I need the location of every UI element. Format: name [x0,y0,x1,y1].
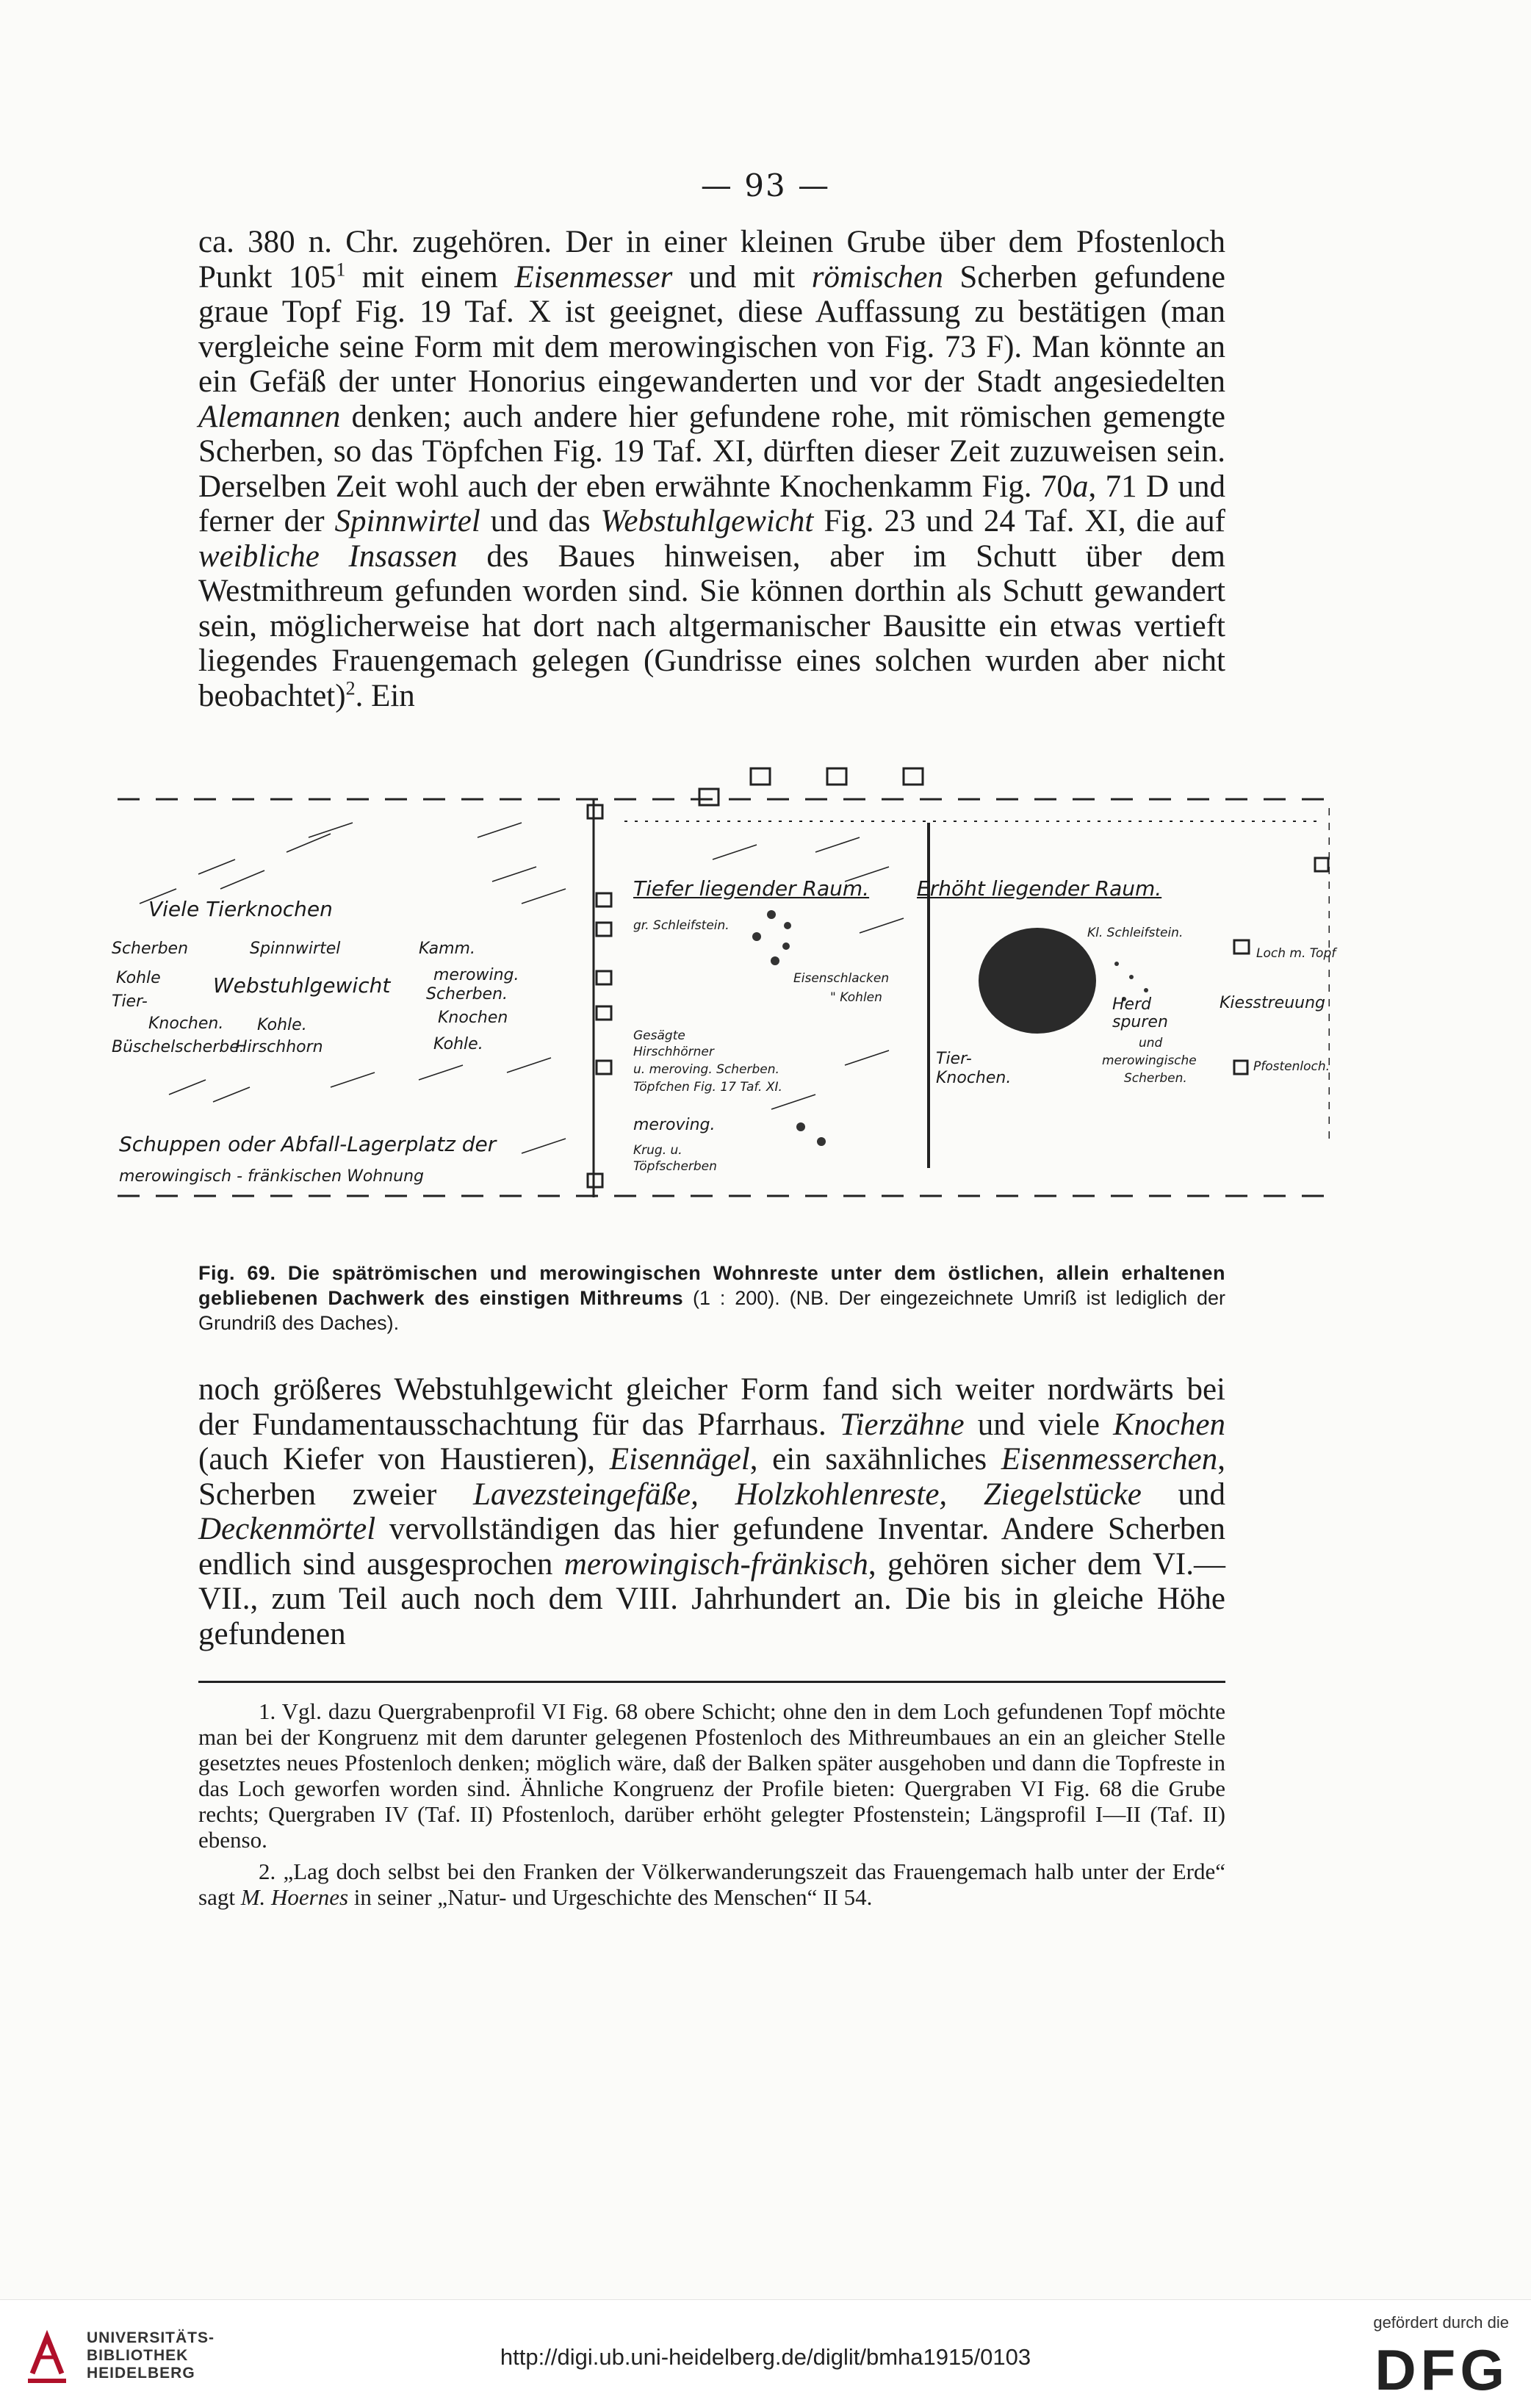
label-webstuhlgewicht: Webstuhlgewicht [213,973,391,998]
footnote-2 [198,1859,1225,1910]
label-bueschelscherbe: Büschelscherbe. [112,1038,245,1056]
label-meroving-scherben: u. meroving. Scherben. [633,1062,779,1077]
text-run: und mit [672,259,812,295]
label-loch-topf: Loch m. Topf [1256,946,1336,961]
university-name-line: HEIDELBERG [87,2365,195,2382]
text-run: des Baues hinweisen, aber im Schutt über dem Westmithreum gefunden worden sind. Sie können dorthin als Schutt gewandert sein, möglicherweise hat dort nach altgermanischer Bausitte ein etwas vertieft liegendes Frauengemach gelegen (Gundrisse eines solchen wurden aber nicht beobachtet) [198,538,1225,713]
post-hole [597,1061,611,1074]
label-kohle-2: Kohle. [257,1016,307,1034]
emphasis: römischen [811,259,943,295]
footnote-ref[interactable]: 2 [345,677,356,699]
emphasis: merowingisch-fränkisch [563,1546,868,1582]
label-kiesstreuung: Kiesstreuung [1220,994,1325,1012]
post-hole [597,893,611,906]
label-krug: Krug. u. [633,1143,682,1158]
text-run: , 71 D und ferner der [198,469,1225,538]
post-hole [597,923,611,936]
document-url-link[interactable]: http://digi.ub.uni-heidelberg.de/diglit/bmha1915/0103 [500,2344,1031,2370]
figure-caption [198,1261,1225,1335]
emphasis: Knochen [1113,1407,1225,1442]
emphasis: a [1072,469,1089,504]
label-hirschhoerner: Hirschhörner [633,1045,714,1059]
label-und: und [1139,1036,1163,1050]
label-tier-2: Tier- [936,1050,972,1068]
body-text-top [198,225,1225,713]
emphasis: Deckenmörtel [198,1512,376,1546]
text-run: Fig. 23 und 24 Taf. XI, die auf [813,504,1225,538]
emphasis: weibliche Insassen [198,538,458,574]
finds-dots [752,910,1148,1146]
dfg-logo[interactable]: DFG [1375,2337,1509,2402]
text-run: und das [480,504,601,538]
label-spuren: spuren [1112,1013,1168,1031]
funded-by-text: gefördert durch die [1373,2313,1509,2332]
label-scherben-2: Scherben. [426,985,508,1003]
text-run: 2. „Lag doch selbst bei den Franken der Völkerwanderungszeit das Frauengemach halb unter der Erde“ sagt [198,1859,1225,1910]
post-hole [597,1006,611,1020]
label-schuppen: Schuppen oder Abfall-Lagerplatz der [119,1132,497,1156]
post-hole [1234,940,1249,954]
label-erhoeht-raum: Erhöht liegender Raum. [917,876,1162,901]
label-tiefer-raum: Tiefer liegender Raum. [633,876,870,901]
label-scherben-3: Scherben. [1124,1071,1187,1086]
label-eisenschlacken: Eisenschlacken [793,971,890,986]
label-pfostenloch: Pfostenloch. [1253,1059,1330,1074]
text-run: und [1141,1477,1225,1512]
post-hole [1315,858,1328,871]
label-spinnwirtel: Spinnwirtel [250,940,341,958]
text-run: , Scherben zweier [198,1442,1225,1512]
post-hole [588,1174,602,1187]
emphasis: M. Hoernes [240,1884,349,1910]
emphasis: Eisenmesser [514,259,673,295]
label-herd: Herd [1112,995,1152,1014]
label-hirschhorn: Hirschhorn [235,1038,323,1056]
caption-title: Fig. 69. Die spätrömischen und merowingischen Wohnreste unter dem östlichen, allein erhaltenen gebliebenen Dachwerk des einstigen Mithreums [198,1262,1225,1309]
text-run: , ein saxähnliches [749,1442,1001,1477]
post-hole [597,971,611,984]
emphasis: Eisenmesserchen [1001,1442,1218,1477]
text-run: und viele [964,1407,1114,1442]
emphasis: Webstuhlgewicht [600,504,814,538]
label-merowing: merowing. [433,966,519,984]
label-gesaegte: Gesägte [633,1028,685,1043]
emphasis: Spinnwirtel [334,504,480,538]
university-name-line: UNIVERSITÄTS- [87,2329,215,2346]
text-run: vervollständigen das hier gefundene Inventar. Andere Scherben endlich sind ausgesprochen [198,1512,1225,1582]
label-tier: Tier- [112,992,148,1011]
label-merowingische: merowingische [1102,1053,1197,1068]
paragraph [198,1372,1225,1651]
post-hole [827,768,846,785]
caption-note: (1 : 200). (NB. Der eingezeichnete Umriß ist lediglich der Grundriß des Daches). [198,1287,1225,1334]
hearth-spot [979,928,1096,1034]
emphasis: Tierzähne [839,1407,965,1442]
label-schleifstein: gr. Schleifstein. [633,918,730,933]
label-viele-tierknochen: Viele Tierknochen [148,897,333,921]
label-kohle-3: Kohle. [433,1035,483,1053]
label-knochen-3: Knochen. [936,1069,1012,1087]
text-run: mit einem [345,259,515,295]
post-hole [904,768,923,785]
emphasis: Eisennägel [609,1442,750,1477]
footnote-ref[interactable]: 1 [336,259,346,281]
text-run: denken; auch andere hier gefundene rohe, mit römischen gemengte Scherben, so das Töpfchen Fig. 19 Taf. XI, dürften dieser Zeit zuzuweisen sein. Derselben Zeit wohl auch der eben erwähnte Knochenkamm Fig. 70 [198,399,1225,504]
text-run: Scherben gefundene graue Topf Fig. 19 Taf. X ist geeignet, diese Auffassung zu bestätigen (man vergleiche seine Form mit dem merowingischen von Fig. 73 F). Man könnte an ein Gefäß der unter Honorius eingewanderten und vor der Stadt angesiedelten [198,259,1225,399]
text-run: . Ein [355,678,415,713]
label-kamm: Kamm. [419,940,475,958]
page-number: — 93 — [700,167,831,203]
post-hole [1234,1061,1247,1074]
text-run: , gehören sicher dem VI.—VII., zum Teil auch noch dem VIII. Jahrhundert an. Die bis in gleiche Höhe gefundenen [198,1546,1226,1651]
label-kohlen: " Kohlen [830,990,882,1005]
label-kohle: Kohle [116,969,161,987]
post-hole [699,789,718,805]
label-toepfscherben: Töpfscherben [633,1159,717,1174]
label-knochen-2: Knochen [438,1009,508,1027]
label-kl-schleifstein: Kl. Schleifstein. [1087,926,1184,940]
label-knochen: Knochen. [148,1014,224,1033]
emphasis: Lavezsteingefäße, Holzkohlenreste, Ziegelstücke [472,1477,1142,1512]
post-hole [751,768,770,785]
body-text-middle [198,1372,1225,1651]
label-wohnung: merowingisch - fränkischen Wohnung [119,1167,425,1186]
text-run: ca. 380 n. Chr. zugehören. Der in einer kleinen Grube über dem Pfostenloch Punkt 105 [198,225,1225,295]
footnotes [198,1698,1225,1916]
text-run: noch größeres Webstuhlgewicht gleicher Form fand sich weiter nordwärts bei der Fundamentausschachtung für das Pfarrhaus. [198,1372,1225,1442]
paragraph [198,225,1225,713]
viewer-footer [0,2299,1531,2408]
post-hole [588,805,602,818]
label-meroving: meroving. [633,1116,716,1134]
label-scherben: Scherben [112,940,189,958]
university-name-line: BIBLIOTHEK [87,2347,189,2364]
footnote-divider [198,1681,1225,1683]
text-run: (auch Kiefer von Haustieren), [198,1442,610,1477]
figure-69-plan [110,757,1336,1212]
label-toepfchen: Töpfchen Fig. 17 Taf. XI. [633,1080,782,1095]
footnote-1: 1. Vgl. dazu Quergrabenprofil VI Fig. 68 obere Schicht; ohne den in dem Loch gefundenen Topf möchte man bei der Kongruenz mit dem darunter gelegenen Pfostenloch des Mithreumbaues an ein an gleicher Stelle gesetztes neues Pfostenloch denken; möglich wäre, daß der Balken später ausgehoben und dann die Topfreste in das Loch geworfen worden sind. Ähnliche Kongruenz der Profile bieten: Quergraben VI Fig. 68 die Grube rechts; Quergraben IV (Taf. II) Pfostenloch, darüber erhöht gelegter Pfostenstein; Längsprofil I—II (Taf. II) ebenso. [198,1698,1225,1853]
emphasis: Alemannen [198,399,341,434]
text-run: in seiner „Natur- und Urgeschichte des Menschen“ II 54. [348,1884,873,1910]
